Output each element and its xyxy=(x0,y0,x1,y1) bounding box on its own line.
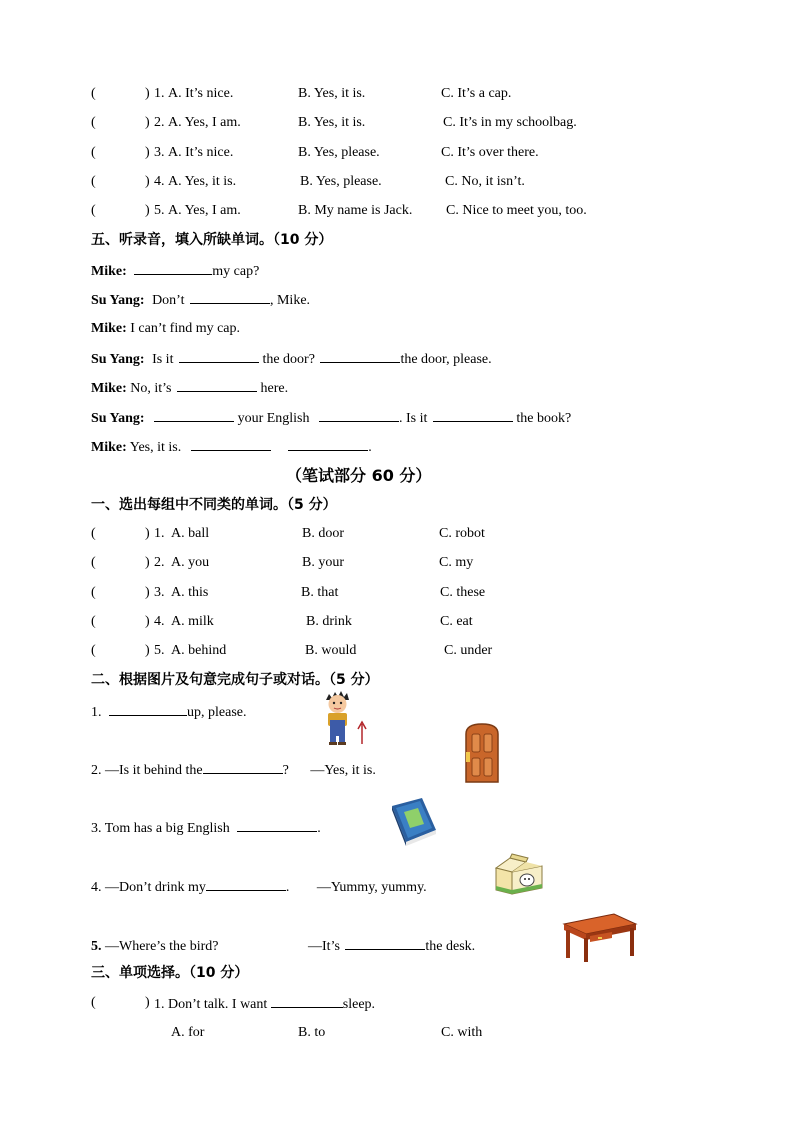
question-2 xyxy=(91,758,376,780)
dialogue-line xyxy=(91,406,571,428)
question-3 xyxy=(91,816,321,838)
option-a: A. Yes, I am. xyxy=(168,203,241,218)
answer-blank[interactable] xyxy=(345,934,425,950)
item-number: 1. xyxy=(154,86,165,101)
option-b: B. that xyxy=(301,585,339,600)
option-c: C. It’s a cap. xyxy=(441,86,512,101)
item-number: 2. xyxy=(154,115,165,130)
list-item xyxy=(91,523,651,545)
line-text: I can’t find my cap. xyxy=(130,321,241,336)
answer-blank[interactable] xyxy=(237,816,317,832)
speaker: Mike: xyxy=(91,321,127,336)
option-b: B. Yes, please. xyxy=(300,174,382,189)
speaker: Su Yang: xyxy=(91,411,145,426)
line-text: No, it’s xyxy=(130,381,172,396)
option-c: C. robot xyxy=(439,526,485,541)
item-number: 3. xyxy=(91,821,102,836)
answer-paren-open: ( xyxy=(91,174,96,189)
answer-paren-open: ( xyxy=(91,555,96,570)
part2-title: 二、根据图片及句意完成句子或对话。（5 分） xyxy=(91,672,379,688)
option-b: B. door xyxy=(302,526,344,541)
dialogue-line xyxy=(91,435,372,457)
answer-blank[interactable] xyxy=(109,700,187,716)
options-row xyxy=(91,1022,651,1044)
option-a: A. It’s nice. xyxy=(168,145,234,160)
option-a: A. ball xyxy=(171,526,210,541)
item-number: 2. xyxy=(91,763,102,778)
answer-paren-close: ) xyxy=(145,526,150,541)
reply-text: —Yummy, yummy. xyxy=(316,880,427,895)
option-c: C. my xyxy=(439,555,474,570)
item-number: 1. xyxy=(154,526,165,541)
answer-blank[interactable] xyxy=(177,376,257,392)
question-text: the desk. xyxy=(425,939,476,954)
item-number: 2. xyxy=(154,555,165,570)
item-number: 3. xyxy=(154,145,165,160)
option-a: A. for xyxy=(171,1025,205,1040)
line-text: my cap? xyxy=(212,264,260,279)
option-a: A. this xyxy=(171,585,209,600)
option-b: B. would xyxy=(305,643,357,658)
option-a: A. Yes, it is. xyxy=(168,174,237,189)
list-item xyxy=(91,640,651,662)
option-c: C. these xyxy=(440,585,486,600)
item-number: 3. xyxy=(154,585,165,600)
answer-blank[interactable] xyxy=(271,992,343,1008)
reply-text: —It’s xyxy=(308,939,340,954)
answer-paren-close: ) xyxy=(145,115,150,130)
question-text: ? xyxy=(282,763,289,778)
option-c: C. No, it isn’t. xyxy=(445,174,525,189)
answer-paren-open: ( xyxy=(91,643,96,658)
answer-paren-open: ( xyxy=(91,585,96,600)
option-b: B. your xyxy=(302,555,344,570)
question-4 xyxy=(91,875,427,897)
item-number: 1. xyxy=(91,705,102,720)
question-text: —Where’s the bird? xyxy=(105,939,219,954)
line-text: Don’t xyxy=(152,293,185,308)
list-item xyxy=(91,171,651,193)
option-c: C. Nice to meet you, too. xyxy=(446,203,587,218)
answer-paren-close: ) xyxy=(145,174,150,189)
door-icon xyxy=(460,722,504,786)
option-c: C. with xyxy=(441,1025,483,1040)
option-c: C. It’s in my schoolbag. xyxy=(443,115,577,130)
speaker: Su Yang: xyxy=(91,352,145,367)
item-number: 5. xyxy=(154,203,165,218)
answer-blank[interactable] xyxy=(154,406,234,422)
question-text: —Don’t drink my xyxy=(105,880,206,895)
option-a: A. It’s nice. xyxy=(168,86,234,101)
answer-blank[interactable] xyxy=(134,259,212,275)
line-text: , Mike. xyxy=(269,293,311,308)
option-c: C. eat xyxy=(440,614,473,629)
question-text: —Is it behind the xyxy=(105,763,203,778)
answer-blank[interactable] xyxy=(190,288,270,304)
question-text: . xyxy=(317,821,321,836)
question-text: Tom has a big English xyxy=(104,821,230,836)
item-number: 5. xyxy=(154,643,165,658)
dialogue-line xyxy=(91,318,240,340)
line-text: Yes, it is. xyxy=(129,440,182,455)
list-item xyxy=(91,112,651,134)
dialogue-line xyxy=(91,259,259,281)
part1-title: 一、选出每组中不同类的单词。（5 分） xyxy=(91,497,337,513)
speaker: Mike: xyxy=(91,264,127,279)
answer-blank[interactable] xyxy=(179,347,259,363)
book-icon xyxy=(388,796,440,848)
line-text: your English xyxy=(237,411,310,426)
answer-paren-close: ) xyxy=(145,555,150,570)
list-item xyxy=(91,552,651,574)
list-item xyxy=(91,83,651,105)
answer-paren-open: ( xyxy=(91,115,96,130)
option-a: A. Yes, I am. xyxy=(168,115,241,130)
answer-blank[interactable] xyxy=(191,435,271,451)
option-a: A. you xyxy=(171,555,210,570)
line-text: . Is it xyxy=(399,411,428,426)
line-text: the book? xyxy=(516,411,572,426)
answer-paren-open: ( xyxy=(91,86,96,101)
option-a: A. milk xyxy=(171,614,214,629)
list-item xyxy=(91,142,651,164)
written-part-title: （笔试部分 60 分） xyxy=(286,466,432,485)
answer-paren-close: ) xyxy=(145,203,150,218)
question-5 xyxy=(91,934,475,956)
option-b: B. My name is Jack. xyxy=(298,203,413,218)
answer-paren-open: ( xyxy=(91,995,96,1010)
option-b: B. drink xyxy=(306,614,352,629)
dialogue-line xyxy=(91,376,288,398)
list-item xyxy=(91,611,651,633)
speaker: Su Yang: xyxy=(91,293,145,308)
desk-icon xyxy=(560,910,638,964)
answer-blank[interactable] xyxy=(288,435,368,451)
reply-text: —Yes, it is. xyxy=(310,763,376,778)
item-number: 4. xyxy=(154,174,165,189)
answer-blank[interactable] xyxy=(320,347,400,363)
answer-paren-close: ) xyxy=(145,86,150,101)
answer-paren-open: ( xyxy=(91,614,96,629)
option-c: C. under xyxy=(444,643,493,658)
option-a: A. behind xyxy=(171,643,227,658)
speaker: Mike: xyxy=(91,381,127,396)
line-text: the door? xyxy=(262,352,315,367)
question-text: . xyxy=(285,880,290,895)
milk-carton-icon xyxy=(490,852,548,898)
line-text: the door, please. xyxy=(400,352,492,367)
option-b: B. Yes, it is. xyxy=(298,86,366,101)
dialogue-line xyxy=(91,288,310,310)
speaker: Mike: xyxy=(91,440,127,455)
question-line xyxy=(154,992,375,1016)
option-b: B. Yes, it is. xyxy=(298,115,366,130)
option-b: B. to xyxy=(298,1025,326,1040)
item-number: 1. xyxy=(154,997,165,1012)
answer-blank[interactable] xyxy=(319,406,399,422)
section5-title: 五、听录音，填入所缺单词。（10 分） xyxy=(91,232,333,248)
list-item xyxy=(91,200,671,222)
answer-paren-close: ) xyxy=(145,145,150,160)
option-c: C. It’s over there. xyxy=(441,145,539,160)
answer-paren-close: ) xyxy=(145,585,150,600)
item-number: 5. xyxy=(91,939,102,954)
answer-paren-close: ) xyxy=(145,614,150,629)
line-text: here. xyxy=(260,381,289,396)
dialogue-line xyxy=(91,347,492,369)
answer-paren-open: ( xyxy=(91,203,96,218)
line-text: Is it xyxy=(152,352,174,367)
answer-blank[interactable] xyxy=(433,406,513,422)
answer-paren-open: ( xyxy=(91,526,96,541)
question-1 xyxy=(91,700,246,722)
list-item xyxy=(91,992,651,1014)
item-number: 4. xyxy=(154,614,165,629)
item-number: 4. xyxy=(91,880,102,895)
answer-paren-open: ( xyxy=(91,145,96,160)
question-text: sleep. xyxy=(342,997,376,1012)
line-text: . xyxy=(368,440,372,455)
boy-stand-up-icon xyxy=(320,690,370,748)
answer-blank[interactable] xyxy=(206,875,286,891)
answer-paren-close: ) xyxy=(145,643,150,658)
part3-title: 三、单项选择。（10 分） xyxy=(91,965,249,981)
answer-blank[interactable] xyxy=(203,758,283,774)
question-text: Don’t talk. I want xyxy=(168,997,268,1012)
answer-paren-close: ) xyxy=(145,995,150,1010)
question-text: up, please. xyxy=(187,705,247,720)
list-item xyxy=(91,582,651,604)
option-b: B. Yes, please. xyxy=(298,145,380,160)
